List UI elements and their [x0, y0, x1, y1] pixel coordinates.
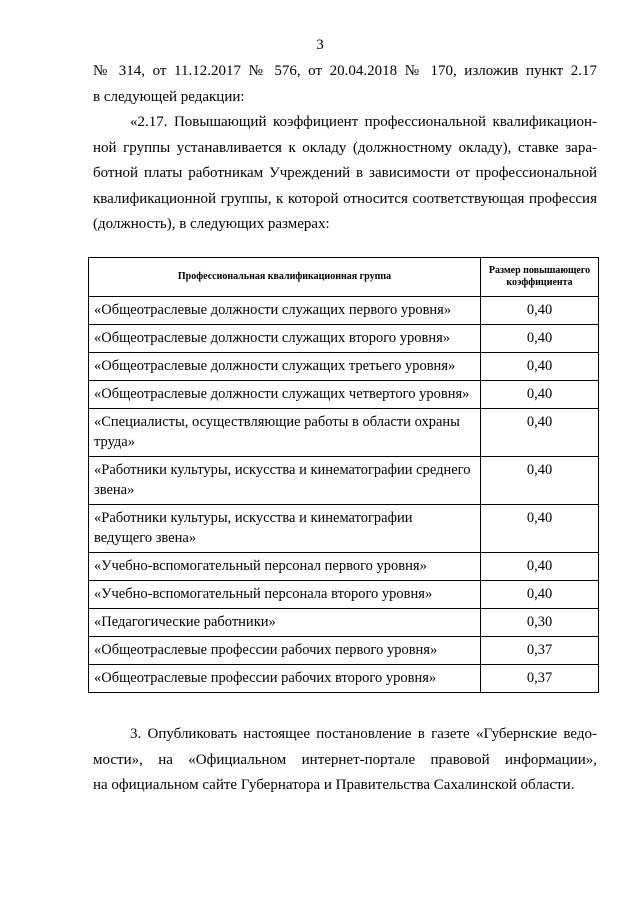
clause-line: ботной платы работникам Учреждений в зависимости от профессиональной	[93, 165, 597, 181]
intro-line: в следующей редакции:	[93, 88, 245, 105]
coefficient-table	[88, 257, 599, 693]
qualification-group-cell: «Общеотраслевые должности служащих второго уровня»	[89, 325, 481, 353]
qualification-group-cell: «Общеотраслевые профессии рабочих первого уровня»	[89, 637, 481, 665]
clause-line: (должность), в следующих размерах:	[93, 216, 330, 232]
table-row	[89, 353, 599, 381]
coefficient-cell: 0,40	[481, 581, 599, 609]
publish-line: мости», на «Официальном интернет-портале правовой информации»,	[93, 751, 597, 768]
table-row	[89, 325, 599, 353]
intro-paragraph	[93, 59, 597, 110]
table-row	[89, 457, 599, 505]
table-row	[89, 581, 599, 609]
clause-line: квалификационной группы, к которой относится соответствующая профессия	[93, 190, 597, 207]
qualification-group-cell: «Педагогические работники»	[89, 609, 481, 637]
table-row	[89, 297, 599, 325]
clause-line: «2.17. Повышающий коэффициент профессиональной квалификацион-	[130, 114, 597, 130]
coefficient-cell: 0,40	[481, 325, 599, 353]
table-row	[89, 637, 599, 665]
header-group: Профессиональная квалификационная группа	[89, 258, 481, 297]
qualification-group-cell: «Учебно-вспомогательный персонала второго уровня»	[89, 581, 481, 609]
qualification-group-cell: «Работники культуры, искусства и кинематографии среднего звена»	[89, 457, 481, 505]
coefficient-cell: 0,37	[481, 637, 599, 665]
publish-line: на официальном сайте Губернатора и Правительства Сахалинской области.	[93, 777, 575, 793]
table-row	[89, 609, 599, 637]
qualification-group-cell: «Общеотраслевые должности служащих первого уровня»	[89, 297, 481, 325]
qualification-group-cell: «Общеотраслевые должности служащих четвертого уровня»	[89, 381, 481, 409]
coefficient-cell: 0,30	[481, 609, 599, 637]
table-row	[89, 553, 599, 581]
table-row	[89, 665, 599, 693]
qualification-group-cell: «Общеотраслевые должности служащих третьего уровня»	[89, 353, 481, 381]
coefficient-cell: 0,40	[481, 505, 599, 553]
header-coefficient: Размер повышающего коэффициента	[481, 258, 599, 297]
publish-paragraph	[93, 722, 597, 799]
qualification-group-cell: «Специалисты, осуществляющие работы в области охраны труда»	[89, 409, 481, 457]
qualification-group-cell: «Общеотраслевые профессии рабочих второго уровня»	[89, 665, 481, 693]
table-header-row	[89, 258, 599, 297]
coefficient-cell: 0,40	[481, 457, 599, 505]
intro-line: № 314, от 11.12.2017 № 576, от 20.04.2018 № 170, изложив пункт 2.17	[93, 63, 597, 79]
page-number: 3	[316, 37, 324, 53]
table-row	[89, 505, 599, 553]
qualification-group-cell: «Учебно-вспомогательный персонал первого уровня»	[89, 553, 481, 581]
coefficient-cell: 0,40	[481, 409, 599, 457]
coefficient-cell: 0,40	[481, 297, 599, 325]
clause-line: ной группы устанавливается к окладу (должностному окладу), ставке зара-	[93, 139, 597, 156]
publish-line: 3. Опубликовать настоящее постановление в газете «Губернские ведо-	[130, 726, 597, 742]
clause-paragraph	[93, 110, 597, 238]
table-row	[89, 409, 599, 457]
table-row	[89, 381, 599, 409]
coefficient-cell: 0,40	[481, 381, 599, 409]
qualification-group-cell: «Работники культуры, искусства и кинематографии ведущего звена»	[89, 505, 481, 553]
coefficient-cell: 0,40	[481, 553, 599, 581]
coefficient-cell: 0,40	[481, 353, 599, 381]
coefficient-cell: 0,37	[481, 665, 599, 693]
